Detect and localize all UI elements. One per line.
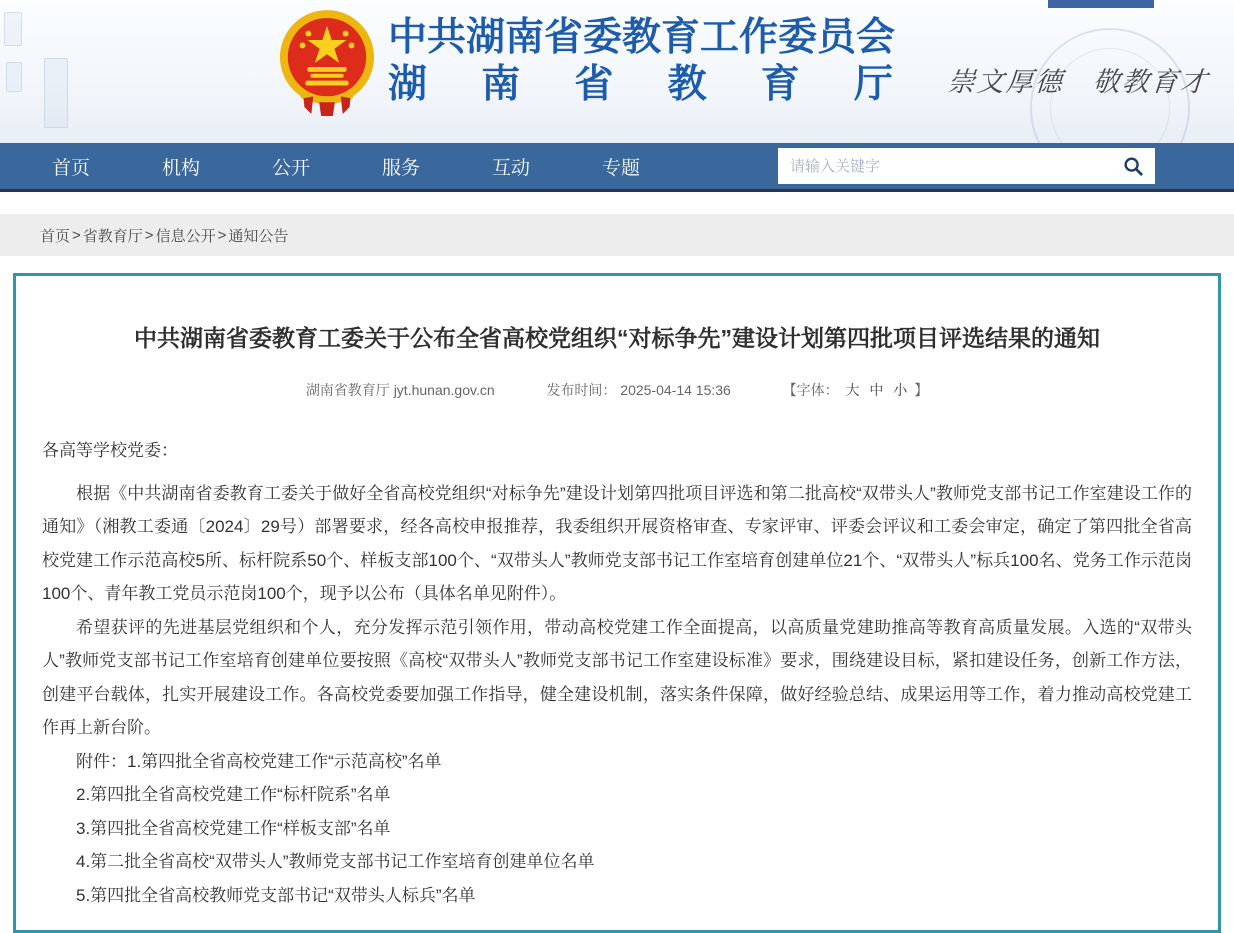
header-watermark [6, 62, 22, 92]
breadcrumb-notices[interactable]: 通知公告 [228, 227, 289, 245]
search-input[interactable] [778, 148, 1111, 184]
attachment-item: 附件：1.第四批全省高校党建工作“示范高校”名单 [76, 751, 442, 771]
national-emblem-icon [278, 8, 376, 120]
font-size-prefix: 【字体： [782, 382, 839, 398]
header-motto: 崇文厚德 敬教育才 [946, 67, 1210, 98]
article-source: 湖南省教育厅 jyt.hunan.gov.cn [305, 382, 495, 398]
font-size-small[interactable]: 小 [893, 382, 908, 398]
search-box [778, 148, 1155, 184]
attachment-item: 2.第四批全省高校党建工作“标杆院系”名单 [76, 785, 391, 804]
attachment-item: 3.第四批全省高校党建工作“样板支部”名单 [76, 818, 391, 838]
breadcrumb-home[interactable]: 首页 [40, 227, 71, 245]
spacer [0, 192, 1234, 214]
font-size-medium[interactable]: 中 [869, 382, 884, 398]
search-button[interactable] [1111, 148, 1155, 184]
nav-item-special[interactable]: 专题 [601, 157, 640, 179]
article-title: 中共湖南省委教育工委关于公布全省高校党组织“对标争先”建设计划第四批项目评选结果的通知 [134, 325, 1100, 351]
site-logo[interactable] [278, 8, 896, 120]
article-container [13, 273, 1221, 933]
font-size-suffix: 】 [914, 382, 929, 398]
search-icon [1122, 155, 1144, 177]
breadcrumb [0, 214, 1234, 256]
publish-time-label: 发布时间： [546, 382, 617, 398]
header-watermark [44, 58, 68, 128]
breadcrumb-separator: > [217, 226, 227, 244]
breadcrumb-separator: > [144, 226, 154, 244]
spacer [0, 256, 1234, 273]
article-meta [42, 380, 1192, 400]
publish-time: 2025-04-14 15:36 [620, 382, 731, 398]
article-body [42, 434, 1192, 912]
nav-items [0, 143, 660, 189]
breadcrumb-dept[interactable]: 省教育厅 [82, 227, 143, 245]
article-paragraph: 根据《中共湖南省委教育工委关于做好全省高校党组织“对标争先”建设计划第四批项目评选和第二批高校“双带头人”教师党支部书记工作室建设工作的通知》（湘教工委通〔2024〕29号）部署要求，经各高校申报推荐，我委组织开展资格审查、专家评审、评委会评议和工委会审定，确定了第四批全省高校党建工作示范高校5所、标杆院系50个、样板支部100个、“双带头人”教师党支部书记工作室培育创建单位21个、“双带头人”标兵100名、党务工作示范岗100个、青年教工党员示范岗100个，现予以公布（具体名单见附件）。 [42, 483, 1192, 603]
nav-item-open[interactable]: 公开 [271, 157, 310, 179]
breadcrumb-info[interactable]: 信息公开 [155, 227, 216, 245]
main-nav [0, 143, 1234, 192]
nav-item-service[interactable]: 服务 [381, 157, 420, 179]
breadcrumb-separator: > [72, 226, 81, 244]
header-watermark [4, 12, 22, 46]
org-name-line1: 中共湖南省委教育工作委员会 [388, 16, 896, 59]
article-paragraph: 希望获评的先进基层党组织和个人，充分发挥示范引领作用，带动高校党建工作全面提高，以高质量党建助推高等教育高质量发展。入选的“双带头人”教师党支部书记工作室培育创建单位要按照《高校“双带头人”教师党支部书记工作室建设标准》要求，围绕建设目标，紧扣建设任务，创新工作方法，创建平台载体，扎实开展建设工作。各高校党委要加强工作指导，健全建设机制，落实条件保障，做好经验总结、成果运用等工作，着力推动高校党建工作再上新台阶。 [42, 617, 1192, 737]
article-paragraph: 各高等学校党委： [42, 441, 178, 460]
header-top-tab [1048, 0, 1154, 8]
attachment-item: 4.第二批全省高校“双带头人”教师党支部书记工作室培育创建单位名单 [76, 852, 595, 871]
nav-item-orgs[interactable]: 机构 [161, 157, 200, 179]
attachment-item: 5.第四批全省高校教师党支部书记“双带头人标兵”名单 [76, 885, 476, 905]
nav-item-interact[interactable]: 互动 [491, 157, 530, 179]
font-size-large[interactable]: 大 [845, 382, 860, 398]
nav-item-home[interactable]: 首页 [51, 157, 90, 179]
site-header [0, 0, 1234, 143]
org-name-line2: 湖南省教育厅 [388, 63, 893, 106]
